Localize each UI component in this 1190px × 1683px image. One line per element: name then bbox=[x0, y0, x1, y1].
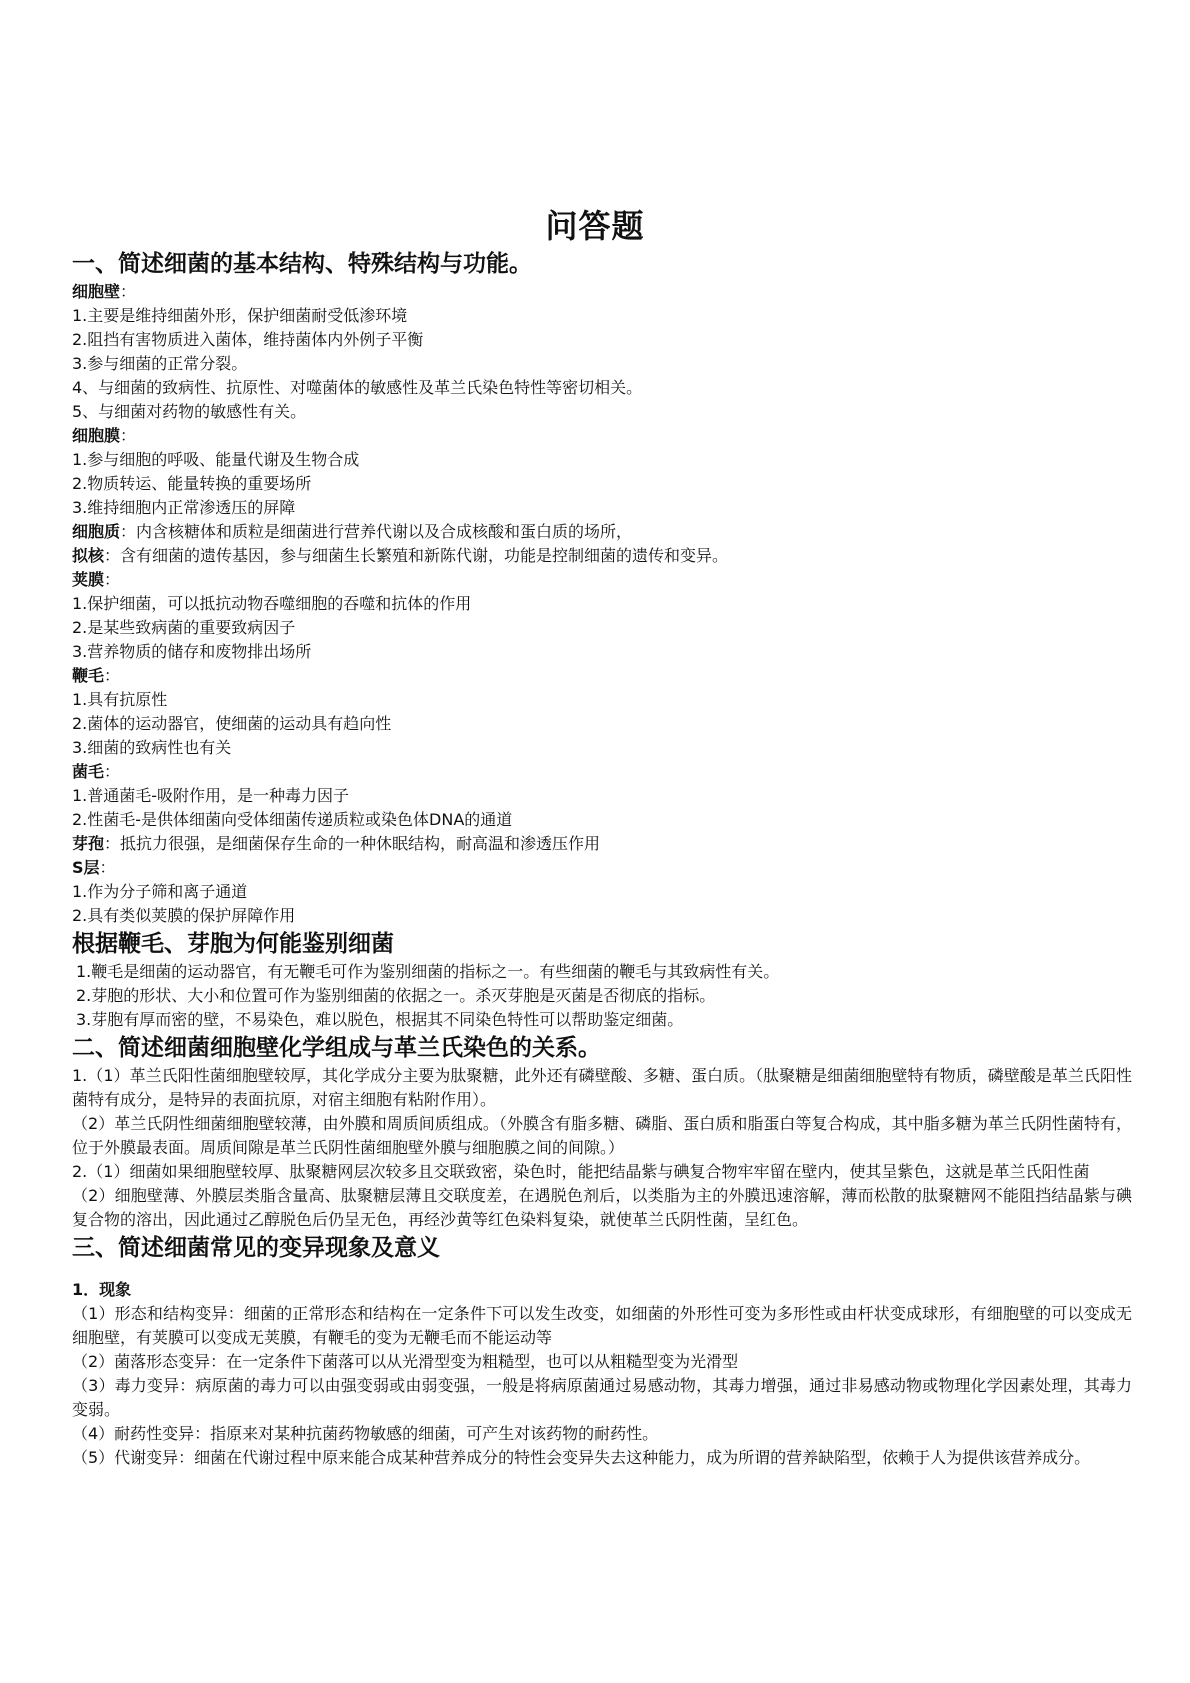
spore-label: 芽孢 bbox=[72, 834, 105, 853]
section-3-paragraph: （1）形态和结构变异：细菌的正常形态和结构在一定条件下可以发生改变，如细菌的外形性可变为多形性或由杆状变成球形，有细胞壁的可以变成无细胞壁，有荚膜可以变成无荚膜，有鞭毛的变为无鞭毛而不能运动等 bbox=[72, 1304, 1132, 1347]
section-3-subheading: 1．现象 bbox=[72, 1280, 132, 1299]
pili-item: 2.性菌毛-是供体细菌向受体细菌传递质粒或染色体DNA的通道 bbox=[72, 810, 513, 829]
section-1-heading: 一、简述细菌的基本结构、特殊结构与功能。 bbox=[72, 251, 532, 277]
section-2-paragraph: （2）细胞壁薄、外膜层类脂含量高、肽聚糖层薄且交联度差，在遇脱色剂后，以类脂为主的外膜迅速溶解，薄而松散的肽聚糖网不能阻挡结晶紫与碘复合物的溶出，因此通过乙醇脱色后仍呈无色，再经沙黄等红色染料复染，就使革兰氏阴性菌，呈红色。 bbox=[72, 1186, 1132, 1229]
section-3-paragraph: （4）耐药性变异：指原来对某种抗菌药物敏感的细菌，可产生对该药物的耐药性。 bbox=[72, 1424, 659, 1443]
section-2-paragraph: （2）革兰氏阴性细菌细胞壁较薄，由外膜和周质间质组成。（外膜含有脂多糖、磷脂、蛋白质和脂蛋白等复合构成，其中脂多糖为革兰氏阴性菌特有，位于外膜最表面。周质间隙是革兰氏阴性菌细胞壁外膜与细胞膜之间的间隙。） bbox=[72, 1114, 1132, 1157]
flagellum-heading bbox=[72, 664, 1132, 688]
capsule-label: 荚膜 bbox=[72, 570, 105, 589]
capsule-item: 3.营养物质的储存和废物排出场所 bbox=[72, 642, 312, 661]
cell-wall-item: 4、与细菌的致病性、抗原性、对噬菌体的敏感性及革兰氏染色特性等密切相关。 bbox=[72, 378, 643, 397]
capsule-suffix: ： bbox=[104, 570, 121, 589]
document-body bbox=[72, 248, 1132, 1470]
cytoplasm-label: 细胞质 bbox=[72, 522, 121, 541]
flagellum-label: 鞭毛 bbox=[72, 666, 105, 685]
s-layer-item: 1.作为分子筛和离子通道 bbox=[72, 882, 248, 901]
s-layer-heading bbox=[72, 856, 1132, 880]
pili-label: 菌毛 bbox=[72, 762, 105, 781]
section-3-paragraph: （2）菌落形态变异：在一定条件下菌落可以从光滑型变为粗糙型，也可以从粗糙型变为光滑型 bbox=[72, 1352, 739, 1371]
cell-wall-item: 1.主要是维持细菌外形，保护细菌耐受低渗环境 bbox=[72, 306, 408, 325]
identification-item: 1.鞭毛是细菌的运动器官，有无鞭毛可作为鉴别细菌的指标之一。有些细菌的鞭毛与其致病性有关。 bbox=[76, 962, 780, 981]
spore-text: ：抵抗力很强，是细菌保存生命的一种休眠结构，耐高温和渗透压作用 bbox=[104, 834, 601, 853]
page-title: 问答题 bbox=[545, 207, 645, 245]
pili-suffix: ： bbox=[104, 762, 121, 781]
section-2-paragraph: 1.（1）革兰氏阳性菌细胞壁较厚，其化学成分主要为肽聚糖，此外还有磷壁酸、多糖、蛋白质。（肽聚糖是细菌细胞壁特有物质，磷壁酸是革兰氏阳性菌特有成分，是特异的表面抗原，对宿主细胞有粘附作用）。 bbox=[72, 1066, 1132, 1109]
nucleoid-label: 拟核 bbox=[72, 546, 105, 565]
cell-wall-heading bbox=[72, 280, 1132, 304]
nucleoid-line bbox=[72, 544, 1132, 568]
cell-membrane-label: 细胞膜 bbox=[72, 426, 121, 445]
cytoplasm-line bbox=[72, 520, 1132, 544]
capsule-item: 2.是某些致病菌的重要致病因子 bbox=[72, 618, 296, 637]
s-layer-label: S层 bbox=[72, 858, 100, 877]
section-3-paragraph: （3）毒力变异：病原菌的毒力可以由强变弱或由弱变强，一般是将病原菌通过易感动物，其毒力增强，通过非易感动物或物理化学因素处理，其毒力变弱。 bbox=[72, 1376, 1132, 1419]
s-layer-item: 2.具有类似荚膜的保护屏障作用 bbox=[72, 906, 296, 925]
pili-item: 1.普通菌毛-吸附作用，是一种毒力因子 bbox=[72, 786, 350, 805]
cell-wall-label: 细胞壁 bbox=[72, 282, 121, 301]
cell-wall-suffix: ： bbox=[120, 282, 137, 301]
flagellum-item: 2.菌体的运动器官，使细菌的运动具有趋向性 bbox=[72, 714, 392, 733]
flagellum-item: 1.具有抗原性 bbox=[72, 690, 168, 709]
cell-membrane-item: 2.物质转运、能量转换的重要场所 bbox=[72, 474, 312, 493]
cell-membrane-item: 3.维持细胞内正常渗透压的屏障 bbox=[72, 498, 296, 517]
section-2-heading: 二、简述细菌细胞壁化学组成与革兰氏染色的关系。 bbox=[72, 1035, 601, 1061]
spore-line bbox=[72, 832, 1132, 856]
cell-membrane-suffix: ： bbox=[120, 426, 137, 445]
cell-wall-item: 3.参与细菌的正常分裂。 bbox=[72, 354, 248, 373]
flagellum-suffix: ： bbox=[104, 666, 121, 685]
section-3-heading: 三、简述细菌常见的变异现象及意义 bbox=[72, 1235, 440, 1261]
identification-item: 2.芽胞的形状、大小和位置可作为鉴别细菌的依据之一。杀灭芽胞是灭菌是否彻底的指标。 bbox=[76, 986, 716, 1005]
flagellum-item: 3.细菌的致病性也有关 bbox=[72, 738, 232, 757]
identification-heading: 根据鞭毛、芽胞为何能鉴别细菌 bbox=[72, 931, 394, 957]
cell-membrane-item: 1.参与细胞的呼吸、能量代谢及生物合成 bbox=[72, 450, 360, 469]
section-2-paragraph: 2.（1）细菌如果细胞壁较厚、肽聚糖网层次较多且交联致密，染色时，能把结晶紫与碘复合物牢牢留在壁内，使其呈紫色，这就是革兰氏阳性菌 bbox=[72, 1162, 1090, 1181]
s-layer-suffix: ： bbox=[99, 858, 116, 877]
capsule-item: 1.保护细菌，可以抵抗动物吞噬细胞的吞噬和抗体的作用 bbox=[72, 594, 472, 613]
section-3-paragraph: （5）代谢变异：细菌在代谢过程中原来能合成某种营养成分的特性会变异失去这种能力，成为所谓的营养缺陷型，依赖于人为提供该营养成分。 bbox=[72, 1448, 1091, 1467]
cytoplasm-text: ：内含核糖体和质粒是细菌进行营养代谢以及合成核酸和蛋白质的场所， bbox=[120, 522, 633, 541]
nucleoid-text: ：含有细菌的遗传基因，参与细菌生长繁殖和新陈代谢，功能是控制细菌的遗传和变异。 bbox=[104, 546, 729, 565]
capsule-heading bbox=[72, 568, 1132, 592]
identification-item: 3.芽胞有厚而密的壁，不易染色，难以脱色，根据其不同染色特性可以帮助鉴定细菌。 bbox=[76, 1010, 684, 1029]
cell-wall-item: 5、与细菌对药物的敏感性有关。 bbox=[72, 402, 307, 421]
pili-heading bbox=[72, 760, 1132, 784]
cell-membrane-heading bbox=[72, 424, 1132, 448]
cell-wall-item: 2.阻挡有害物质进入菌体，维持菌体内外例子平衡 bbox=[72, 330, 424, 349]
